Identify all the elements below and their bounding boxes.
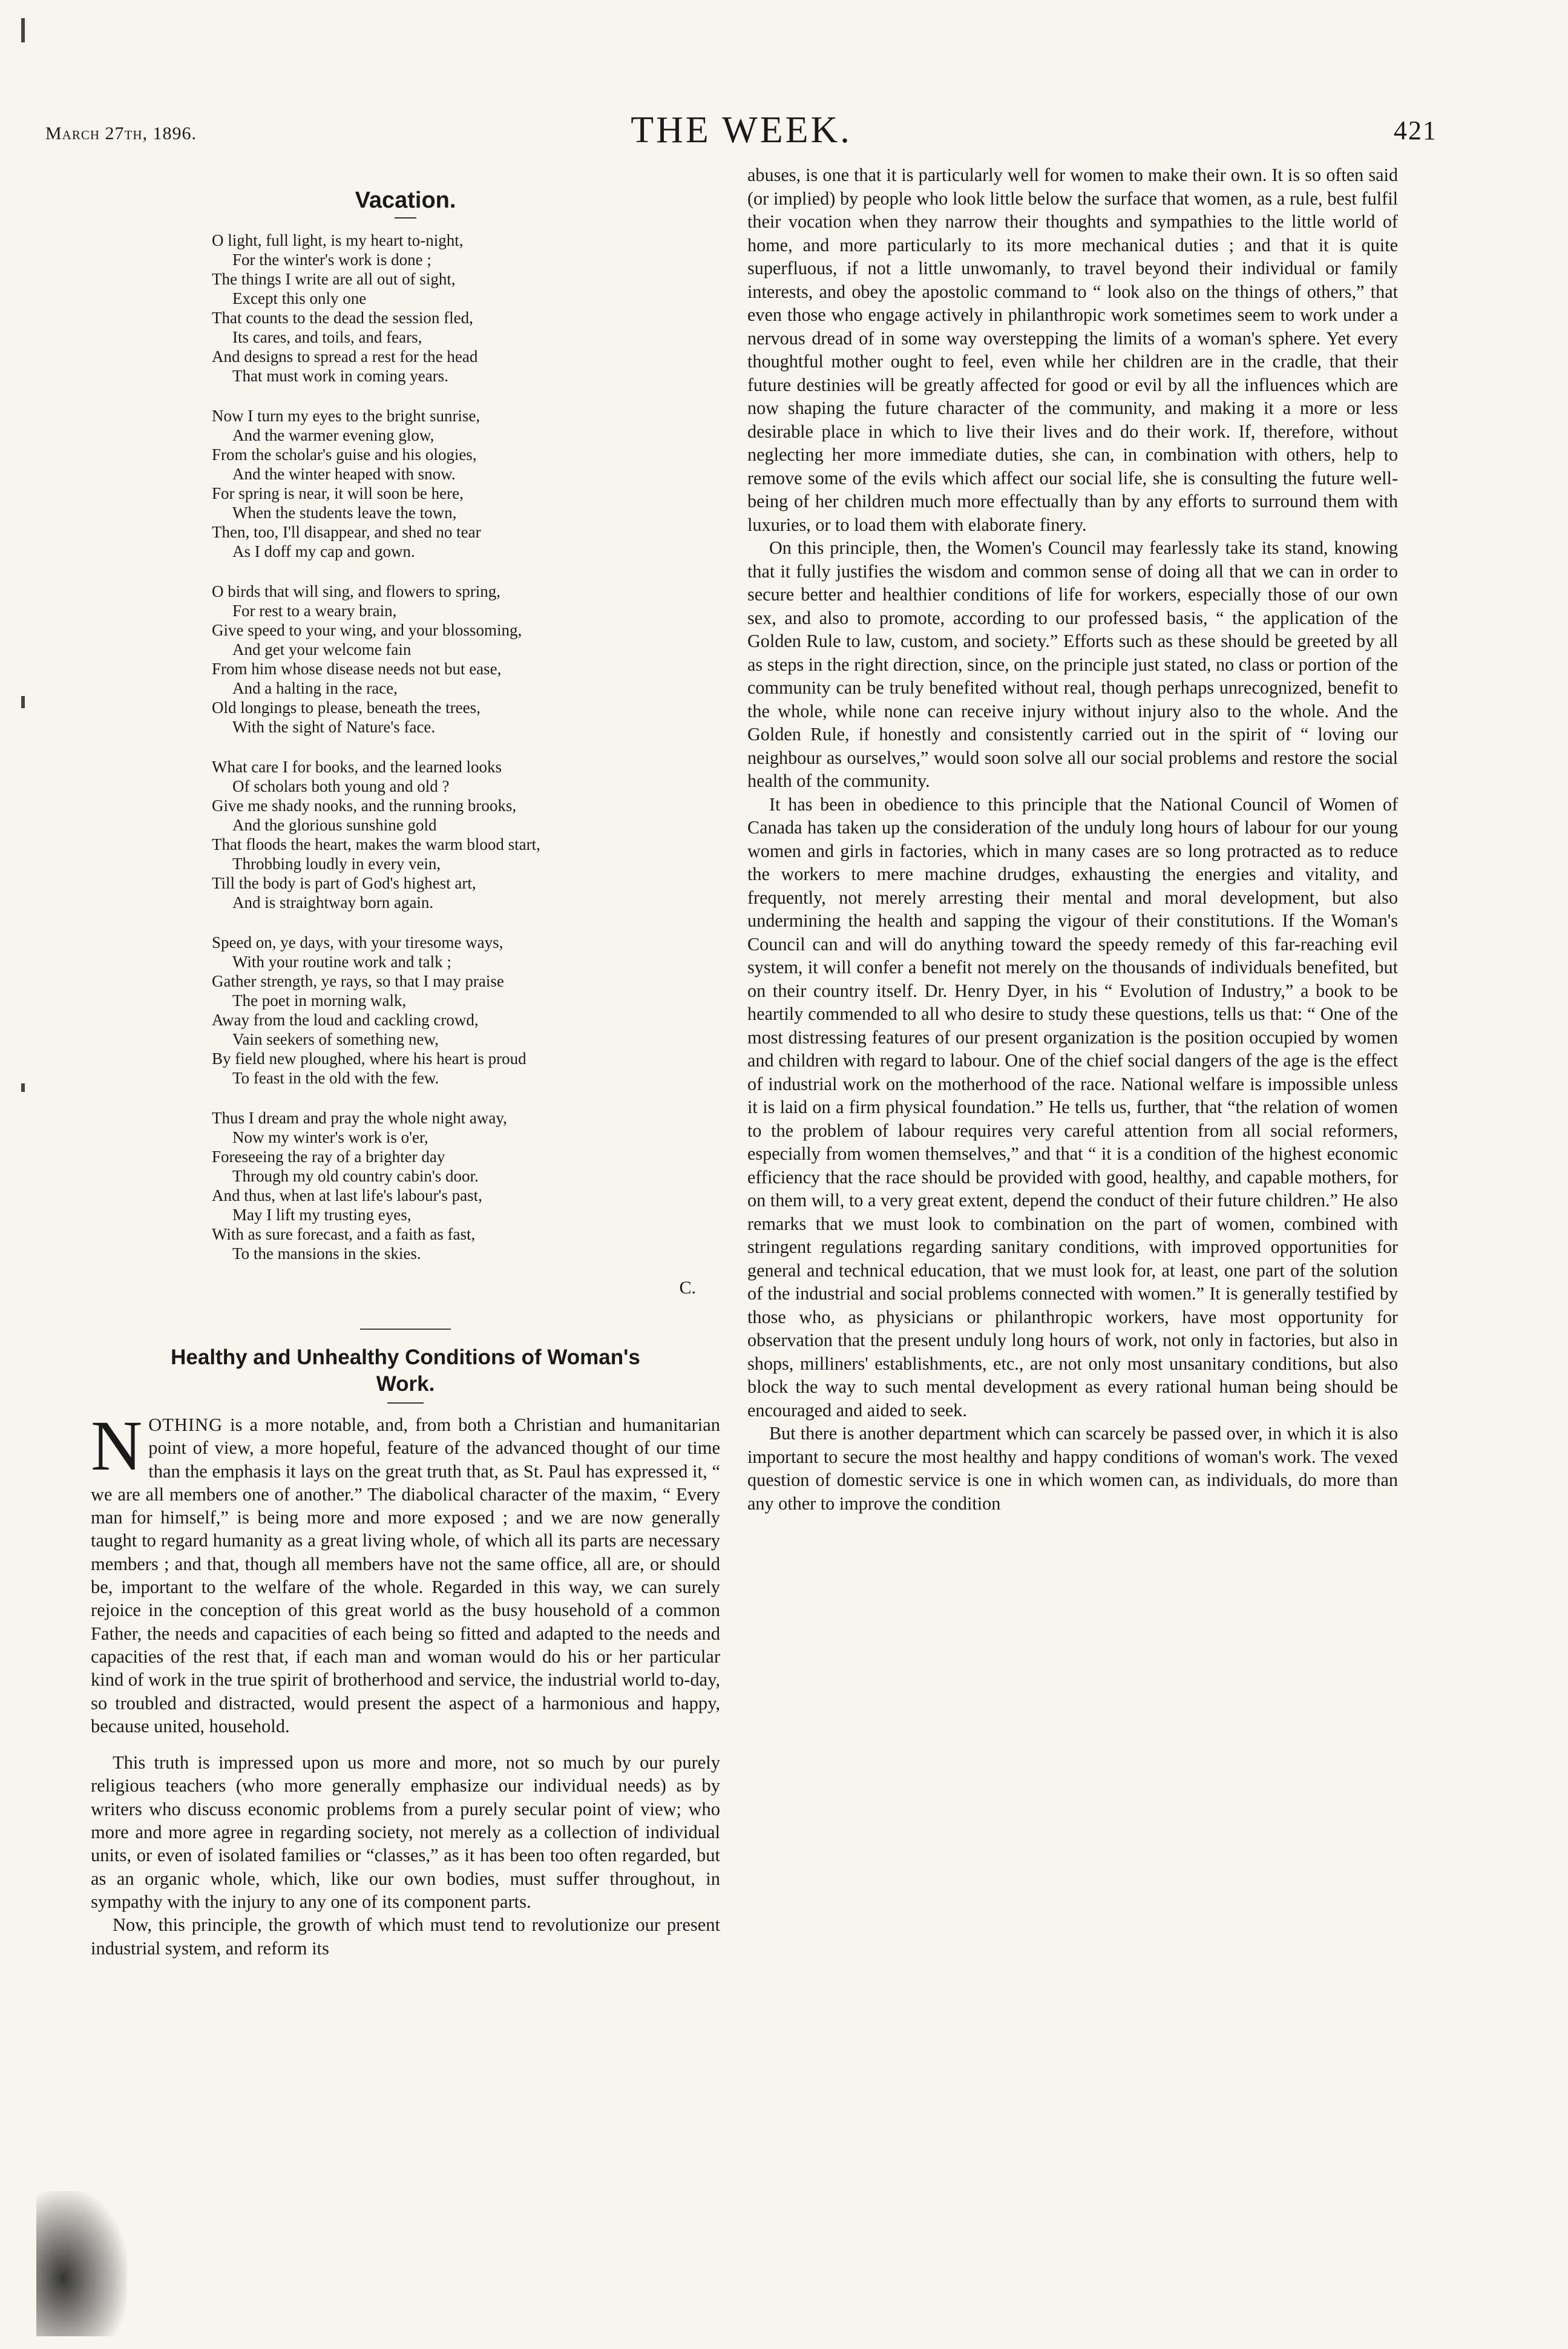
- poem-stanza: [212, 933, 720, 1088]
- poem-title: Vacation.: [355, 188, 456, 213]
- margin-mark: [21, 18, 25, 42]
- issue-date: March 27th, 1896.: [45, 123, 197, 143]
- page-header: [45, 109, 1437, 163]
- poem-line: Now my winter's work is o'er,: [232, 1128, 428, 1146]
- article-paragraph: abuses, is one that it is particularly well for women to make their own. It is so often said (or implied) by people who look little below the surface that women, as a rule, best fulfil their vocation when they narrow their thoughts and sympathies to the little world of home, and more particularly to its more mechanical duties ; and that it is quite superfluous, if not a little unwomanly, to travel beyond their individual or family interests, and obey the apostolic command to “ look also on the things of others,” that even those who engage actively in philanthropic work sometimes seem to work under a nervous dread of in some way overstepping the limits of a woman's sphere. Yet every thoughtful mother ought to feel, even while her children are in the cradle, that their future destinies will be greatly affected for good or evil by all the influences which are now shaping the future character of the community, and making it a more or less desirable place in which to live their lives and do their work. If, therefore, without neglecting her more immediate duties, she can, in combination with others, help to remove some of the evils which affect our social life, she is consulting the future well-being of her children much more effectually than by any efforts to surround them with luxuries, or to load them with elaborate finery.: [747, 165, 1398, 535]
- poem-line: Till the body is part of God's highest art,: [212, 874, 476, 892]
- poem-line: By field new ploughed, where his heart is proud: [212, 1050, 526, 1068]
- divider: [395, 217, 416, 218]
- poem-line: The poet in morning walk,: [232, 991, 407, 1010]
- poem-line: Give speed to your wing, and your blossoming,: [212, 621, 522, 639]
- poem-line: And is straightway born again.: [232, 893, 434, 912]
- article-paragraph: [91, 1406, 721, 1738]
- left-column: [91, 182, 720, 1960]
- poem-stanza: [212, 231, 720, 386]
- poem-line: Vain seekers of something new,: [232, 1030, 439, 1048]
- article-paragraph: This truth is impressed upon us more and more, not so much by our purely religious teachers (who more generally emphasize our individual needs) as by writers who discuss economic problems from a purely secular point of view; who more and more agree in regarding society, not merely as a collection of individual units, or even of isolated families or “classes,” as it has been too often regarded, but as an organic whole, which, like our own bodies, must suffer throughout, in sympathy with the injury to any one of its component parts.: [91, 1752, 720, 1912]
- poem-line: O birds that will sing, and flowers to spring,: [212, 582, 500, 600]
- article-paragraph: It has been in obedience to this principle that the National Council of Women of Canada has taken up the consideration of the unduly long hours of labour for our young women and girls in factories, which in many cases are so long protracted as to reduce the workers to mere machine drudges, exhausting the energies and vitality, and frequently, not merely arresting their mental and moral development, but also undermining the health and sapping the vigour of their constitutions. If the Woman's Council can and will do anything toward the speedy remedy of this far-reaching evil system, it will confer a benefit not merely on the thousands of individuals benefited, but on their country itself. Dr. Henry Dyer, in his “ Evolution of Industry,” a book to be heartily commended to all who desire to study these questions, tells us that: “ One of the most distressing features of our present organization is the position occupied by women and children with regard to labour. One of the chief social dangers of the age is the effect of industrial work on the motherhood of the race. National welfare is impossible unless it is laid on a firm physical foundation.” He tells us, further, that “the relation of women to the problem of labour requires very careful attention from all social reformers, especially from women themselves,” and that “ it is a condition of the highest economic efficiency that the race should be provided with good, healthy, and capable mothers, for on them will, to a very great extent, depend the conduct of their future children.” He also remarks that we must look to combination on the part of women, combined with stringent regulations regarding sanitary conditions, with improved opportunities for general and technical education, that we must look for, at least, one part of the solution of the industrial and social problems connected with women.” It is generally testified by those who, as physicians or philanthropic workers, have most opportunity for observation that the present unduly long hours of work, not only in factories, but also in shops, milliners' establishments, etc., are not only most unsanitary conditions, but also block the way to such mental development as every rational human being should be encouraged and aided to seek.: [747, 793, 1398, 1421]
- poem-body: [212, 231, 720, 1263]
- poem-line: To feast in the old with the few.: [232, 1069, 439, 1087]
- poem-line: Of scholars both young and old ?: [232, 777, 450, 795]
- margin-mark: [21, 1083, 25, 1092]
- article-paragraph: Now, this principle, the growth of which must tend to revolutionize our present industrial system, and reform its: [91, 1914, 720, 1959]
- poem-line: For the winter's work is done ;: [232, 251, 431, 269]
- paragraph-text: is a more notable, and, from both a Christian and humanitarian point of view, a more hopeful, feature of the advanced thought of our time than the emphasis it lays on the great truth that, as St. Paul has expressed it, “ we are all members one of another.” The diabolical character of the maxim, “ Every man for himself,” is being more and more exposed ; and we are now generally taught to regard humanity as a great living whole, of which all its parts are necessary members ; and that, though all members have not the same office, all are, or should be, important to the welfare of the whole. Regarded in this way, we can surely rejoice in the conception of this great world as the busy household of a common Father, the needs and capacities of each being so fitted and adapted to the needs and capacities of the rest that, if each man and woman would do his or her particular kind of work in the true spirit of brotherhood and service, the industrial world to-day, so troubled and distracted, would present the aspect of a harmonious and happy, because united, household.: [91, 1414, 721, 1736]
- poem-line: With your routine work and talk ;: [232, 953, 451, 971]
- poem-line: And the winter heaped with snow.: [232, 465, 456, 483]
- poem-line: And designs to spread a rest for the head: [212, 347, 478, 366]
- poem-line: That counts to the dead the session fled,: [212, 309, 473, 327]
- opening-word: OTHING: [148, 1414, 223, 1435]
- poem-line: That floods the heart, makes the warm blood start,: [212, 835, 540, 853]
- poem-line: From him whose disease needs not but ease,: [212, 660, 502, 678]
- divider: [360, 1329, 451, 1330]
- poem-line: Away from the loud and cackling crowd,: [212, 1011, 479, 1029]
- poem-line: As I doff my cap and gown.: [232, 542, 415, 560]
- article-title-line: Work.: [376, 1372, 435, 1396]
- poem-line: Then, too, I'll disappear, and shed no tear: [212, 523, 481, 541]
- scan-blot: [36, 2191, 127, 2336]
- poem-line: Thus I dream and pray the whole night away,: [212, 1109, 507, 1127]
- article-paragraph: But there is another department which can scarcely be passed over, in which it is also important to secure the most healthy and happy conditions of woman's work. The vexed question of domestic service is one in which women can, as individuals, do more than any other to improve the condition: [747, 1423, 1398, 1514]
- poem-line: To the mansions in the skies.: [232, 1244, 421, 1263]
- drop-cap: N: [91, 1406, 143, 1485]
- article-title-line: Healthy and Unhealthy Conditions of Woman's: [171, 1345, 640, 1369]
- poem-line: What care I for books, and the learned looks: [212, 758, 502, 776]
- poem-line: And a halting in the race,: [232, 679, 398, 697]
- poem-line: Except this only one: [232, 289, 367, 307]
- publication-title: THE WEEK.: [631, 110, 852, 151]
- poem-line: Through my old country cabin's door.: [232, 1167, 479, 1185]
- poem-line: With as sure forecast, and a faith as fast,: [212, 1225, 476, 1243]
- poem-stanza: [212, 1108, 720, 1263]
- poem-stanza: [212, 406, 720, 561]
- poem-line: For rest to a weary brain,: [232, 602, 397, 620]
- poem-line: The things I write are all out of sight,: [212, 270, 456, 288]
- poem-stanza: [212, 757, 720, 912]
- poem-line: With the sight of Nature's face.: [232, 718, 436, 736]
- poem-line: And thus, when at last life's labour's past,: [212, 1186, 482, 1204]
- poem-line: And get your welcome fain: [232, 640, 412, 659]
- poem-line: For spring is near, it will soon be here,: [212, 484, 464, 502]
- poem-line: And the glorious sunshine gold: [232, 816, 437, 834]
- poem-line: That must work in coming years.: [232, 367, 448, 385]
- poem-line: Old longings to please, beneath the trees,: [212, 698, 481, 717]
- poem-line: Its cares, and toils, and fears,: [232, 328, 422, 346]
- poem-line: From the scholar's guise and his ologies,: [212, 445, 477, 464]
- page-number: 421: [1394, 116, 1437, 145]
- poem-line: Now I turn my eyes to the bright sunrise,: [212, 407, 481, 425]
- poem-line: Speed on, ye days, with your tiresome ways,: [212, 933, 504, 951]
- poem-line: Gather strength, ye rays, so that I may praise: [212, 972, 504, 990]
- margin-mark: [21, 696, 25, 708]
- poem-line: May I lift my trusting eyes,: [232, 1206, 412, 1224]
- poem-line: Give me shady nooks, and the running brooks,: [212, 797, 517, 815]
- poem-stanza: [212, 582, 720, 737]
- right-column: [747, 163, 1398, 1515]
- poem-line: Throbbing loudly in every vein,: [232, 855, 441, 873]
- poem-line: Foreseeing the ray of a brighter day: [212, 1148, 445, 1166]
- poem-signature: C.: [679, 1278, 696, 1298]
- article-title: [91, 1344, 720, 1398]
- poem-line: O light, full light, is my heart to-night,: [212, 231, 464, 249]
- divider: [387, 1402, 424, 1404]
- poem-line: And the warmer evening glow,: [232, 426, 435, 444]
- poem-line: When the students leave the town,: [232, 504, 457, 522]
- article-paragraph: On this principle, then, the Women's Council may fearlessly take its stand, knowing that it fully justifies the wisdom and common sense of doing all that we can in order to secure better and healthier conditions of life for workers, especially those of our own sex, and also to promote, according to our professed basis, “ the application of the Golden Rule to law, custom, and society.” Efforts such as these should be greeted by all as steps in the right direction, since, on the principle just stated, no class or portion of the community can be truly benefited without real, though perhaps unrecognized, benefit to the whole, while none can receive injury without injury also to the whole. And the Golden Rule, if honestly and consistently carried out in the spirit of “ loving our neighbour as ourselves,” would soon solve all our social problems and restore the social health of the community.: [747, 537, 1398, 791]
